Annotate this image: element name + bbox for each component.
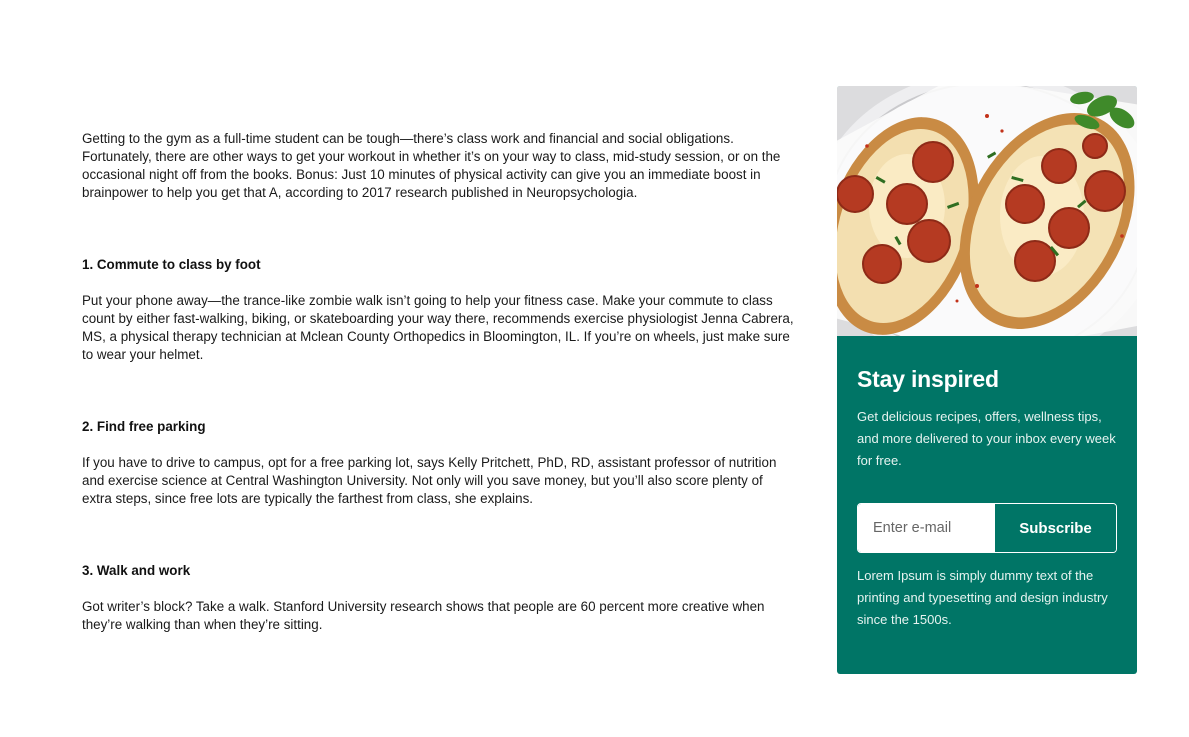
newsletter-body <box>837 336 1137 631</box>
newsletter-note: Lorem Ipsum is simply dummy text of the printing and typesetting and design industry since the 1500s. <box>857 568 1108 627</box>
article-intro: Getting to the gym as a full-time student can be tough—there’s class work and financial and social obligations. Fortunately, there are other ways to get your workout in whether it’s on your way to class, mid-study session, or on the occasional night off from the books. Bonus: Just 10 minutes of physical activity can give you an immediate boost in brainpower to help you get that A, according to 2017 research published in Neuropsychologia. <box>82 131 781 200</box>
section-body: Got writer’s block? Take a walk. Stanford University research shows that people are 60 percent more creative when they’re walking than when they’re sitting. <box>82 599 765 632</box>
subscribe-form <box>857 503 1117 553</box>
flatbread-pizza-photo <box>837 86 1137 336</box>
section-heading: 3. Walk and work <box>82 563 191 578</box>
newsletter-title: Stay inspired <box>857 366 999 392</box>
article <box>82 130 794 688</box>
subscribe-button[interactable]: Subscribe <box>995 504 1116 552</box>
section-heading: 2. Find free parking <box>82 419 206 434</box>
section-body: If you have to drive to campus, opt for a free parking lot, says Kelly Pritchett, PhD, RD, assistant professor of nutrition and exercise science at Central Washington University. Not only will you save money, but you’ll also score plenty of extra steps, since free lots are typically the farthest from class, she explains. <box>82 455 777 506</box>
article-section <box>82 562 794 634</box>
section-body: Put your phone away—the trance-like zombie walk isn’t going to help your fitness case. Make your commute to class count by either fast-walking, biking, or skateboarding your way there, recommends exercise physiologist Jenna Cabrera, MS, a physical therapy technician at Mclean County Orthopedics in Bloomington, IL. If you’re on wheels, just make sure to wear your helmet. <box>82 293 794 362</box>
email-field[interactable] <box>858 504 995 552</box>
newsletter-card <box>837 86 1137 674</box>
article-section <box>82 418 794 508</box>
section-heading: 1. Commute to class by foot <box>82 257 261 272</box>
newsletter-description: Get delicious recipes, offers, wellness tips, and more delivered to your inbox every week for free. <box>857 409 1116 468</box>
article-section <box>82 256 794 364</box>
